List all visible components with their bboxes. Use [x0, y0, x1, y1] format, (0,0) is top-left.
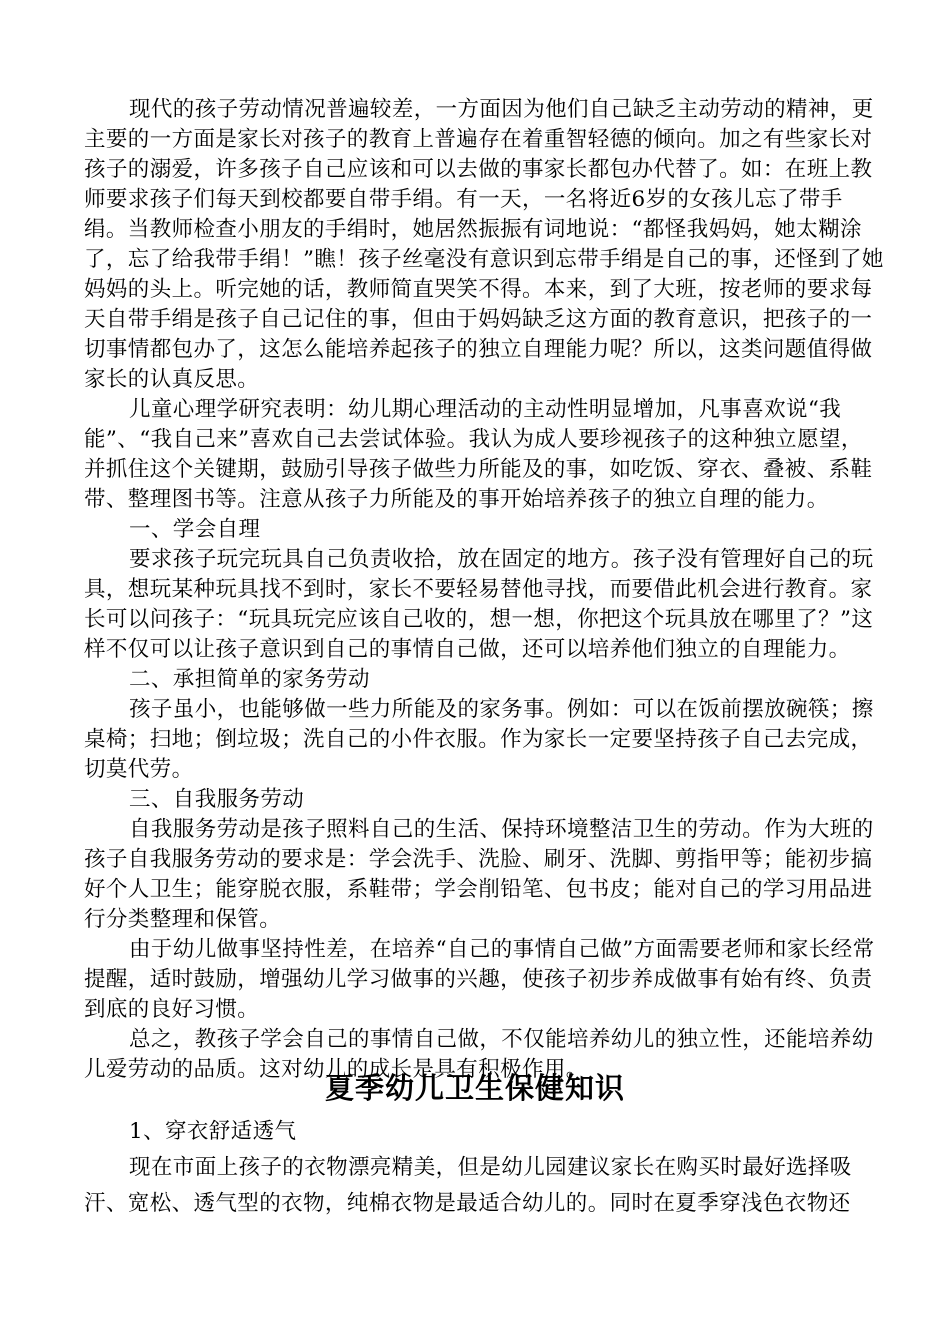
paragraph: 儿童心理学研究表明：幼儿期心理活动的主动性明显增加，凡事喜欢说“我能”、“我自己来”喜欢自己去尝试体验。我认为成人要珍视孩子的这种独立愿望，并抓住这个关键期，鼓励引导孩子做些力所能及的事，如吃饭、穿衣、叠被、系鞋带、整理图书等。注意从孩子力所能及的事开始培养孩子的独立自理的能力。 [84, 397, 873, 512]
paragraph: 由于幼儿做事坚持性差，在培养“自己的事情自己做”方面需要老师和家长经常提醒，适时鼓励，增强幼儿学习做事的兴趣，使孩子初步养成做事有始有终、负责到底的良好习惯。 [84, 937, 875, 1022]
paragraph: 现在市面上孩子的衣物漂亮精美，但是幼儿园建议家长在购买时最好选择吸汗、宽松、透气型的衣物，纯棉衣物是最适合幼儿的。同时在夏季穿浅色衣物还 [84, 1155, 852, 1216]
section2-body [84, 1114, 884, 1222]
paragraph: 孩子虽小，也能够做一些力所能及的家务事。例如：可以在饭前摆放碗筷；擦桌椅；扫地；倒垃圾；洗自己的小件衣服。作为家长一定要坚持孩子自己去完成，切莫代劳。 [84, 697, 874, 782]
paragraph: 自我服务劳动是孩子照料自己的生活、保持环境整洁卫生的劳动。作为大班的孩子自我服务劳动的要求是：学会洗手、洗脸、刷牙、洗脚、剪指甲等；能初步搞好个人卫生；能穿脱衣服，系鞋带；学会削铅笔、包书皮；能对自己的学习用品进行分类整理和保管。 [84, 817, 874, 932]
section-title: 夏季幼儿卫生保健知识 [324, 1071, 625, 1105]
article-body [84, 95, 884, 1085]
section-heading: 一、学会自理 [129, 517, 261, 542]
paragraph: 要求孩子玩完玩具自己负责收拾，放在固定的地方。孩子没有管理好自己的玩具，想玩某种玩具找不到时，家长不要轻易替他寻找，而要借此机会进行教育。家长可以问孩子：“玩具玩完应该自己收的，想一想，你把这个玩具放在哪里了？”这样不仅可以让孩子意识到自己的事情自己做，还可以培养他们独立的自理能力。 [84, 547, 874, 662]
paragraph: 现代的孩子劳动情况普遍较差，一方面因为他们自己缺乏主动劳动的精神，更主要的一方面是家长对孩子的教育上普遍存在着重智轻德的倾向。加之有些家长对孩子的溺爱，许多孩子自己应该和可以去做的事家长都包办代替了。如：在班上教师要求孩子们每天到校都要自带手绢。有一天，一名将近6岁的女孩儿忘了带手绢。当教师检查小朋友的手绢时，她居然振振有词地说：“都怪我妈妈，她太糊涂了，忘了给我带手绢！”瞧！孩子丝毫没有意识到忘带手绢是自己的事，还怪到了她妈妈的头上。听完她的话，教师简直哭笑不得。本来，到了大班，按老师的要求每天自带手绢是孩子自己记住的事，但由于妈妈缺乏这方面的教育意识，把孩子的一切事情都包办了，这怎么能培养起孩子的独立自理能力呢？所以，这类问题值得做家长的认真反思。 [84, 97, 884, 392]
section-heading: 三、自我服务劳动 [129, 787, 305, 812]
section-heading: 1、穿衣舒适透气 [129, 1119, 297, 1144]
section-heading: 二、承担简单的家务劳动 [129, 667, 370, 692]
paragraph: 总之，教孩子学会自己的事情自己做，不仅能培养幼儿的独立性，还能培养幼儿爱劳动的品质。这对幼儿的成长是具有积极作用。 [84, 1027, 874, 1082]
